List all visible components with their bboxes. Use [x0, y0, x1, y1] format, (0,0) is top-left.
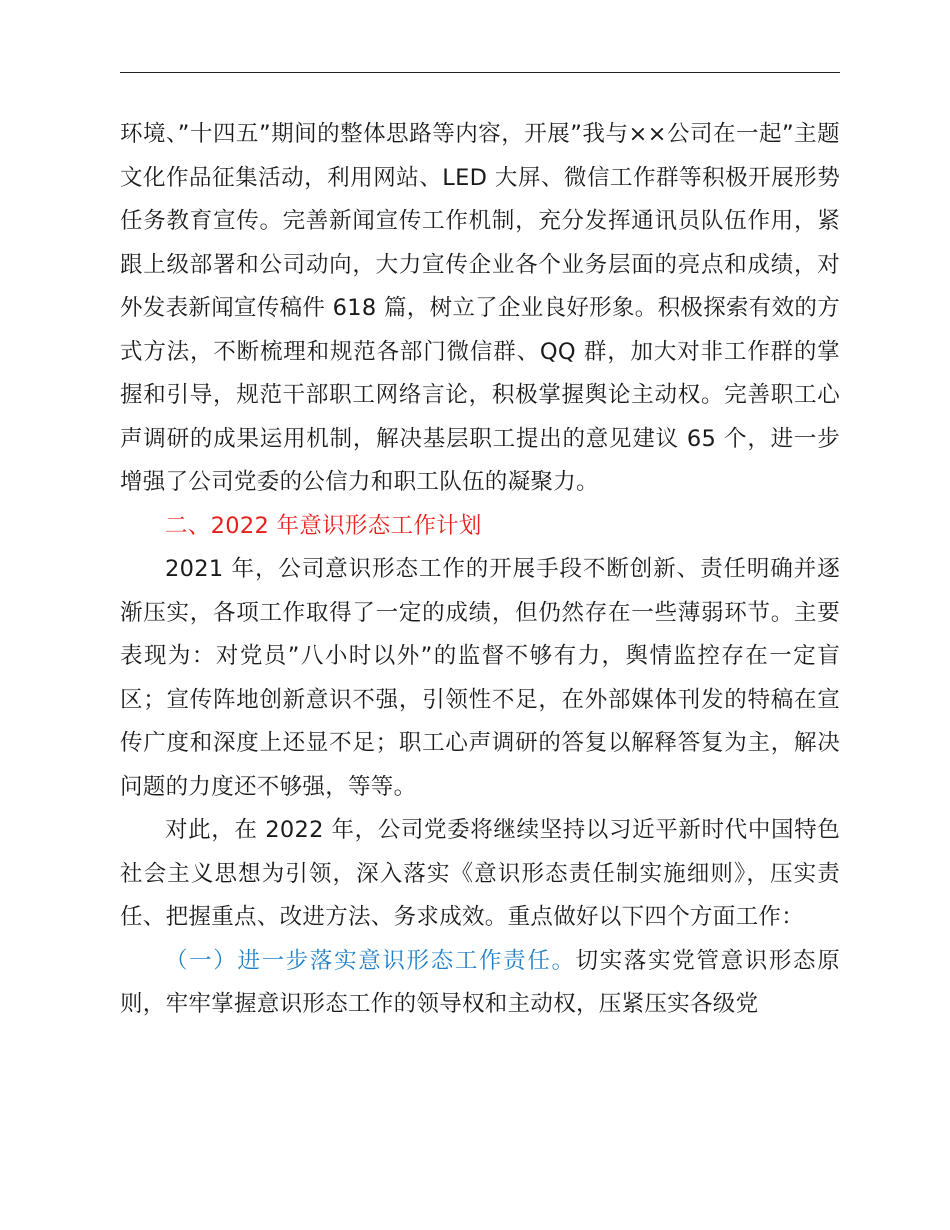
document-body	[120, 113, 840, 1027]
paragraph-2: 2021 年，公司意识形态工作的开展手段不断创新、责任明确并逐渐压实，各项工作取得了一定的成绩，但仍然存在一些薄弱环节。主要表现为：对党员”八小时以外”的监督不够有力，舆情监控存在一定盲区；宣传阵地创新意识不强，引领性不足，在外部媒体刊发的特稿在宣传广度和深度上还显不足；职工心声调研的答复以解释答复为主，解决问题的力度还不够强，等等。	[120, 556, 840, 800]
header-rule	[120, 72, 840, 73]
subsection-heading-1: （一）进一步落实意识形态工作责任。	[165, 947, 576, 974]
paragraph-1: 环境、”十四五”期间的整体思路等内容，开展”我与××公司在一起”主题文化作品征集活动，利用网站、LED 大屏、微信工作群等积极开展形势任务教育宣传。完善新闻宣传工作机制，充分发挥通讯员队伍作用，紧跟上级部署和公司动向，大力宣传企业各个业务层面的亮点和成绩，对外发表新闻宣传稿件 618 篇，树立了企业良好形象。积极探索有效的方式方法，不断梳理和规范各部门微信群、QQ 群，加大对非工作群的掌握和引导，规范干部职工网络言论，积极掌握舆论主动权。完善职工心声调研的成果运用机制，解决基层职工提出的意见建议 65 个，进一步增强了公司党委的公信力和职工队伍的凝聚力。	[120, 121, 840, 495]
section-heading-2022-plan: 二、2022 年意识形态工作计划	[165, 512, 482, 539]
paragraph-4-text: 切实落实党管意识形态原则，牢牢掌握意识形态工作的领导权和主动权，压紧压实各级党	[120, 947, 840, 1017]
paragraph-4	[120, 940, 840, 1027]
paragraph-3: 对此，在 2022 年，公司党委将继续坚持以习近平新时代中国特色社会主义思想为引领，深入落实《意识形态责任制实施细则》，压实责任、把握重点、改进方法、务求成效。重点做好以下四个方面工作：	[120, 817, 840, 930]
